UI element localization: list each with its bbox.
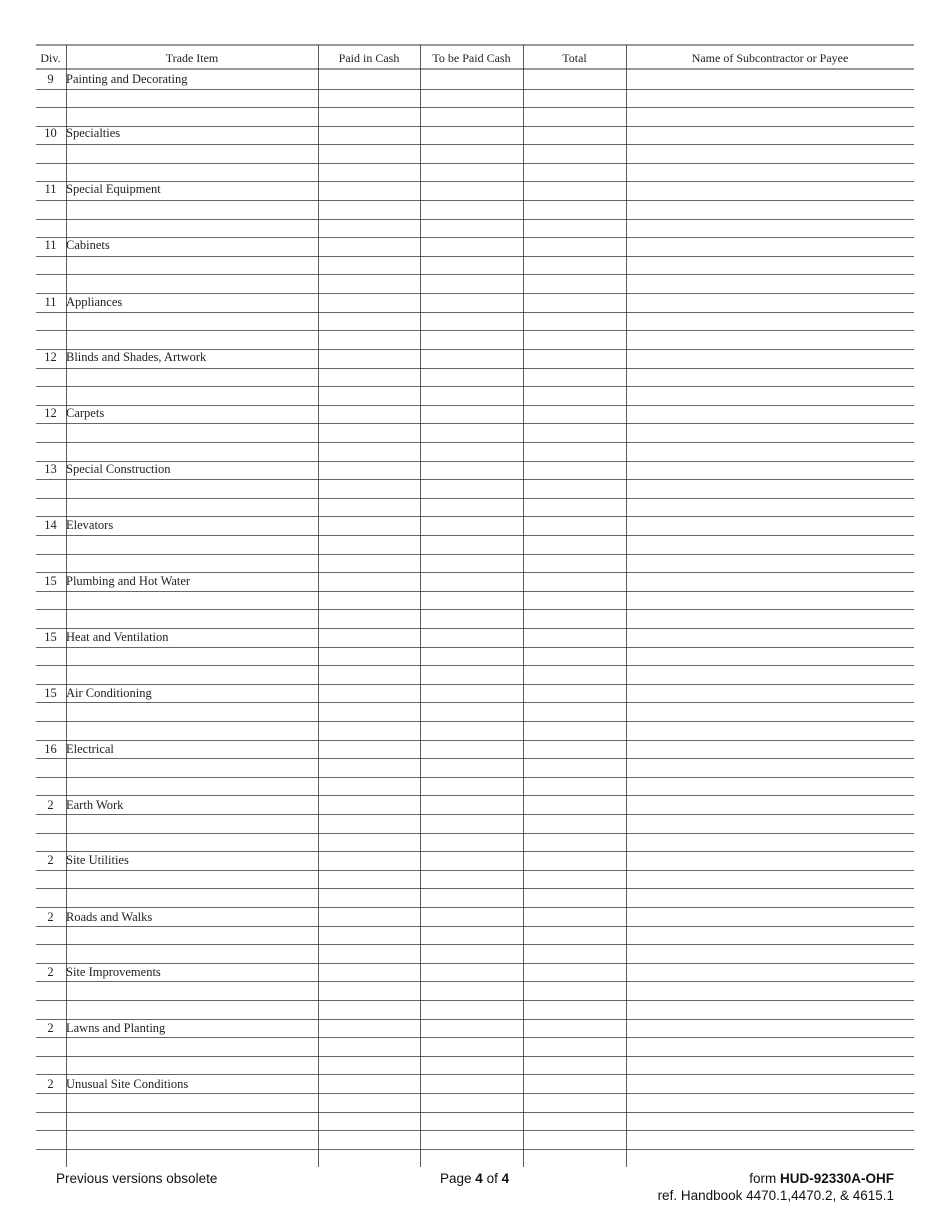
table-row-item: Blinds and Shades, Artwork [66,350,207,364]
form-number: HUD-92330A-OHF [779,1171,894,1186]
handbook-reference: ref. Handbook 4470.1,4470.2, & 4615.1 [657,1188,894,1203]
header-div: Div. [40,51,61,65]
table-row-item: Electrical [66,742,114,756]
table-row-div: 10 [44,126,57,140]
page-total: 4 [501,1171,510,1186]
table-row-div: 11 [44,295,57,309]
page-of: of [486,1171,498,1186]
header-paid-in-cash: Paid in Cash [338,51,400,65]
table-row-item: Site Improvements [66,965,161,979]
table-row-div: 13 [44,462,57,476]
table-row-div: 11 [44,182,57,196]
table-row-div: 15 [44,574,57,588]
table-row-div: 11 [44,238,57,252]
header-total: Total [562,51,587,65]
table-row-item: Air Conditioning [66,686,152,700]
header-payee: Name of Subcontractor or Payee [691,51,849,65]
table-row-div: 2 [47,1077,54,1091]
table-row-div: 15 [44,630,57,644]
table-row-item: Earth Work [66,798,124,812]
page-number [440,1171,509,1186]
table-row-div: 2 [47,798,54,812]
table-row-div: 16 [44,742,57,756]
table-row-item: Specialties [66,126,121,140]
table-row-item: Lawns and Planting [66,1021,166,1035]
table-row-item: Plumbing and Hot Water [66,574,191,588]
table-row-item: Elevators [66,518,114,532]
table-row-div: 2 [47,1021,54,1035]
page-prefix: Page [440,1171,472,1186]
table-row-item: Special Equipment [66,182,161,196]
table-row-item: Heat and Ventilation [66,630,169,644]
table-row-div: 9 [47,72,54,86]
table-row-div: 12 [44,406,57,420]
form-prefix: form [749,1171,777,1186]
table-row-item: Carpets [66,406,105,420]
table-row-div: 2 [47,965,54,979]
table-row-div: 12 [44,350,57,364]
table-row-item: Special Construction [66,462,171,476]
page-current: 4 [475,1171,483,1186]
header-to-be-paid-cash: To be Paid Cash [432,51,511,65]
table-row-div: 15 [44,686,57,700]
form-id [749,1171,894,1186]
table-row-item: Painting and Decorating [66,72,188,86]
table-row-item: Appliances [66,295,123,309]
table-row-item: Roads and Walks [66,910,153,924]
table-row-div: 2 [47,910,54,924]
table-row-item: Unusual Site Conditions [66,1077,189,1091]
table-row-div: 2 [47,853,54,867]
table-row-item: Site Utilities [66,853,129,867]
obsolete-note: Previous versions obsolete [56,1171,218,1186]
header-trade-item: Trade Item [165,51,219,65]
table-row-div: 14 [44,518,57,532]
table-row-item: Cabinets [66,238,110,252]
